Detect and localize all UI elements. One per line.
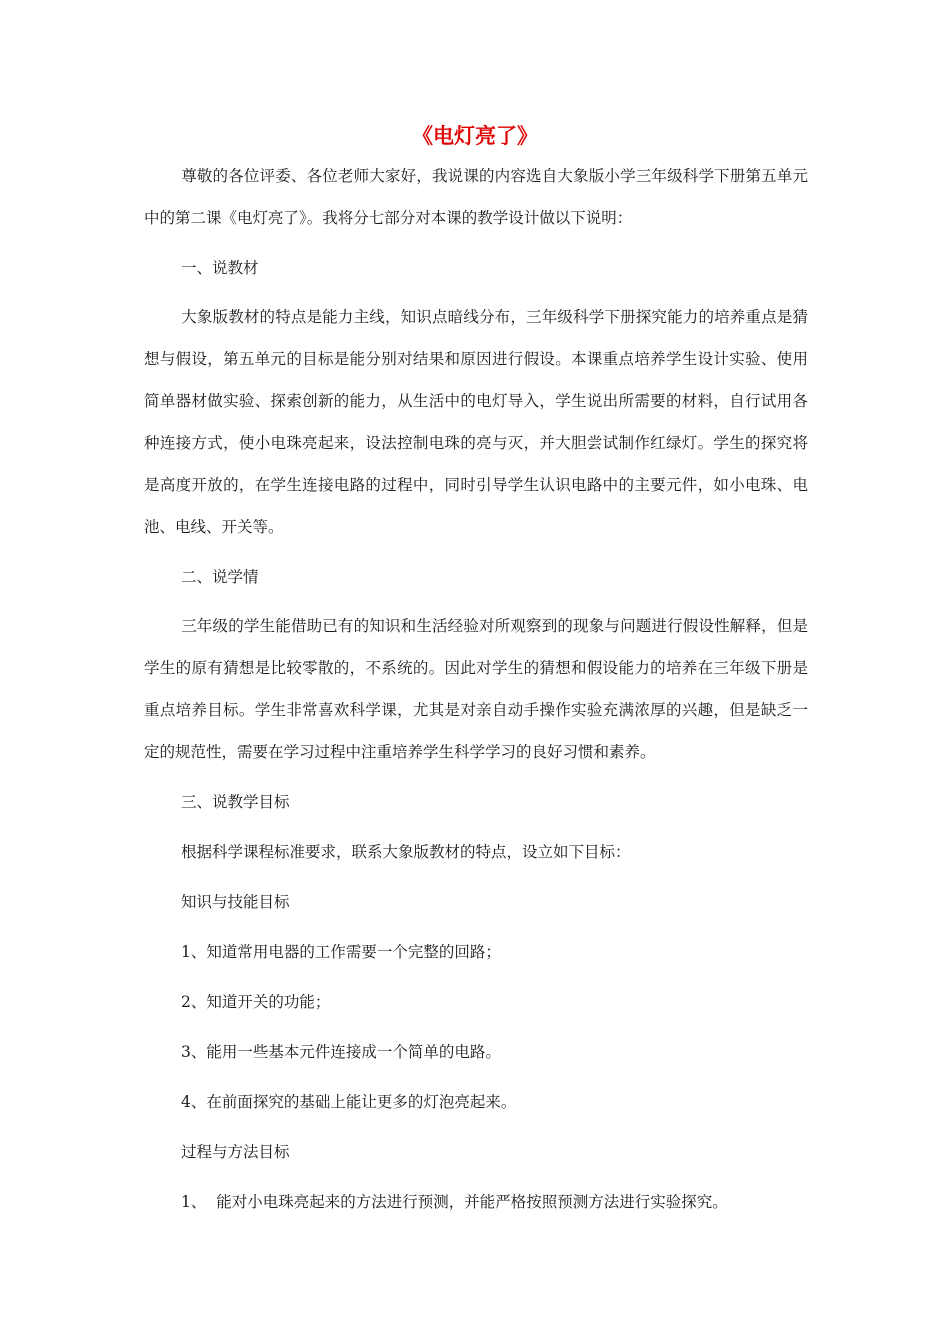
list-item: 1、知道常用电器的工作需要一个完整的回路； <box>181 943 501 961</box>
document-title: 《电灯亮了》 <box>412 124 538 148</box>
section-students-paragraph: 三年级的学生能借助已有的知识和生活经验对所观察到的现象与问题进行假设性解释，但是学生的原有猜想是比较零散的，不系统的。因此对学生的猜想和假设能力的培养在三年级下册是重点培养目标。学生非常喜欢科学课，尤其是对亲自动手操作实验充满浓厚的兴趣，但是缺乏一定的规范性，需要在学习过程中注重培养学生科学学习的良好习惯和素养。 <box>144 617 808 761</box>
section-heading-students: 二、说学情 <box>181 568 259 586</box>
intro-paragraph: 尊敬的各位评委、各位老师大家好，我说课的内容选自大象版小学三年级科学下册第五单元中的第二课《电灯亮了》。我将分七部分对本课的教学设计做以下说明： <box>144 167 808 227</box>
section-heading-goals: 三、说教学目标 <box>181 793 290 811</box>
document-body <box>144 155 808 1223</box>
list-item: 2、知道开关的功能； <box>181 993 331 1011</box>
list-item: 1、 能对小电珠亮起来的方法进行预测，并能严格按照预测方法进行实验探究。 <box>181 1193 728 1211</box>
list-item: 4、在前面探究的基础上能让更多的灯泡亮起来。 <box>181 1093 517 1111</box>
goals-intro: 根据科学课程标准要求，联系大象版教材的特点，设立如下目标： <box>181 843 631 861</box>
list-item: 3、能用一些基本元件连接成一个简单的电路。 <box>181 1043 501 1061</box>
knowledge-heading: 知识与技能目标 <box>181 893 290 911</box>
section-textbook-paragraph: 大象版教材的特点是能力主线，知识点暗线分布，三年级科学下册探究能力的培养重点是猜想与假设，第五单元的目标是能分别对结果和原因进行假设。本课重点培养学生设计实验、使用简单器材做实验、探索创新的能力，从生活中的电灯导入，学生说出所需要的材料，自行试用各种连接方式，使小电珠亮起来，设法控制电珠的亮与灭，并大胆尝试制作红绿灯。学生的探究将是高度开放的，在学生连接电路的过程中，同时引导学生认识电路中的主要元件，如小电珠、电池、电线、开关等。 <box>144 308 808 536</box>
section-heading-textbook: 一、说教材 <box>181 259 259 277</box>
process-heading: 过程与方法目标 <box>181 1143 290 1161</box>
